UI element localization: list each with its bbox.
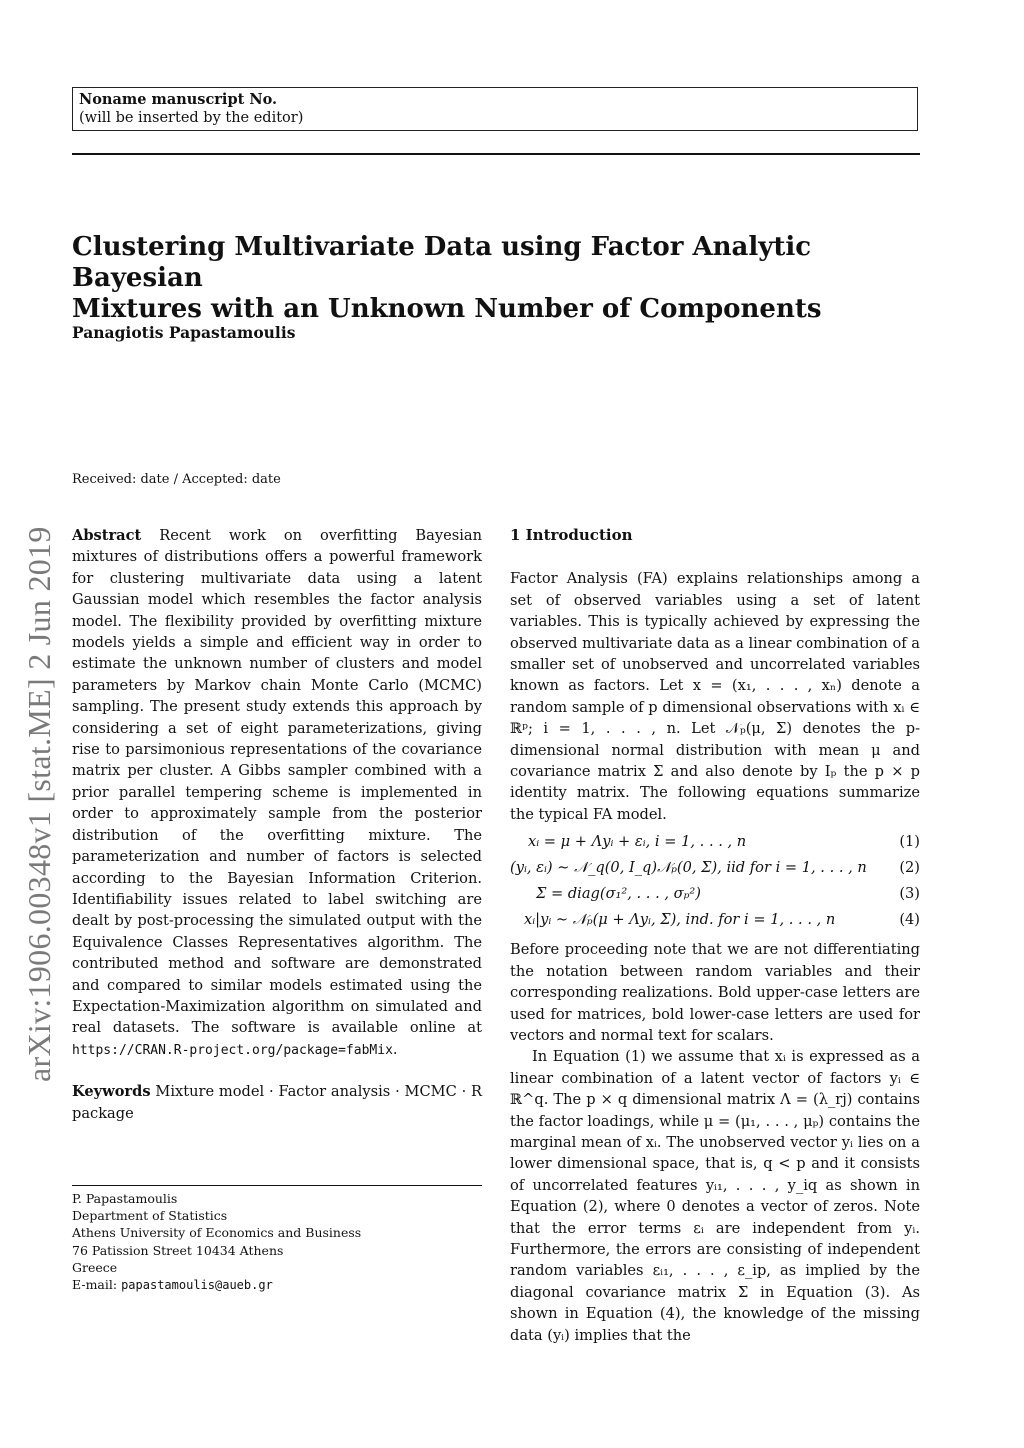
arxiv-stamp: arXiv:1906.00348v1 [stat.ME] 2 Jun 2019 <box>21 526 57 1082</box>
manuscript-number: Noname manuscript No. <box>79 91 278 108</box>
affil-email-row <box>72 1276 361 1294</box>
software-url[interactable]: https://CRAN.R-project.org/package=fabMix <box>72 1042 393 1058</box>
equation-1 <box>510 829 920 855</box>
abstract-label: Abstract <box>72 527 142 544</box>
equation-3-math: Σ = diag(σ₁², . . . , σₚ²) <box>536 885 701 903</box>
editor-note-box <box>72 87 918 131</box>
intro-paragraph-2: Before proceeding note that we are not differentiating the notation between random variables and their corresponding realizations. Bold upper-case letters are used for matrices, bold lower-case letters are used for vectors and normal text for scalars. <box>510 941 920 1044</box>
equation-2-math: (yᵢ, εᵢ) ∼ 𝒩_q(0, I_q)𝒩ₚ(0, Σ), iid for i = 1, . . . , n <box>510 859 867 877</box>
left-column <box>72 525 482 1124</box>
author-affiliation <box>72 1190 361 1294</box>
equation-4-math: xᵢ|yᵢ ∼ 𝒩ₚ(μ + Λyᵢ, Σ), ind. for i = 1, . . . , n <box>524 911 836 929</box>
equation-3 <box>510 881 920 907</box>
abstract-end: . <box>392 1040 398 1058</box>
paper-title <box>72 232 932 325</box>
abstract <box>72 525 482 1061</box>
author-name: Panagiotis Papastamoulis <box>72 323 296 342</box>
keywords-text: Mixture model · Factor analysis · MCMC · R package <box>72 1083 483 1122</box>
intro-paragraph-3: In Equation (1) we assume that xᵢ is expressed as a linear combination of a latent vector of factors yᵢ ∈ ℝ^q. The p × q dimensional matrix Λ = (λ_rj) contains the factor loadings, while μ = (μ₁, . . . , μₚ) contains the marginal mean of xᵢ. The unobserved vector yᵢ lies on a lower dimensional space, that is, q < p and it consists of uncorrelated features yᵢ₁, . . . , y_iq as shown in Equation (2), where 0 denotes a vector of zeros. Note that the error terms εᵢ are independent from yᵢ. Furthermore, the errors are consisting of independent random variables εᵢ₁, . . . , ε_ip, as implied by the diagonal covariance matrix Σ in Equation (3). As shown in Equation (4), the knowledge of the missing data (yᵢ) implies that the <box>510 1048 920 1344</box>
affil-dept: Department of Statistics <box>72 1208 228 1224</box>
title-line-2: Mixtures with an Unknown Number of Components <box>72 294 822 324</box>
header-rule <box>72 153 920 155</box>
received-date: Received: date / Accepted: date <box>72 472 281 487</box>
equation-3-number: (3) <box>899 885 920 903</box>
affil-street: 76 Patission Street 10434 Athens <box>72 1242 284 1258</box>
equation-4-number: (4) <box>899 911 920 929</box>
equation-2 <box>510 855 920 881</box>
equation-block <box>510 829 920 933</box>
keywords <box>72 1081 482 1124</box>
footnote-rule <box>72 1185 482 1186</box>
equation-1-number: (1) <box>899 833 920 851</box>
email-link[interactable]: papastamoulis@aueb.gr <box>121 1278 273 1293</box>
section-heading-introduction: 1 Introduction <box>510 526 633 544</box>
right-column <box>510 525 920 1346</box>
editor-note: (will be inserted by the editor) <box>79 110 304 126</box>
affil-name: P. Papastamoulis <box>72 1191 178 1206</box>
keywords-label: Keywords <box>72 1083 151 1101</box>
intro-paragraph-1: Factor Analysis (FA) explains relationships among a set of observed variables using a set of latent variables. This is typically achieved by expressing the observed multivariate data as a linear combination of a smaller set of unobserved and uncorrelated variables known as factors. Let x = (x₁, . . . , xₙ) denote a random sample of p dimensional observations with xᵢ ∈ ℝᵖ; i = 1, . . . , n. Let 𝒩ₚ(μ, Σ) denotes the p-dimensional normal distribution with mean μ and covariance matrix Σ and also denote by Iₚ the p × p identity matrix. The following equations summarize the typical FA model. <box>510 570 920 823</box>
equation-2-number: (2) <box>899 859 920 877</box>
equation-4 <box>510 907 920 933</box>
email-label: E-mail: <box>72 1277 118 1293</box>
abstract-text: Recent work on overfitting Bayesian mixtures of distributions offers a powerful framework for clustering multivariate data using a latent Gaussian model which resembles the factor analysis model. The flexibility provided by overfitting mixture models yields a simple and efficient way in order to estimate the unknown number of clusters and model parameters by Markov chain Monte Carlo (MCMC) sampling. The present study extends this approach by considering a set of eight parameterizations, giving rise to parsimonious representations of the covariance matrix per cluster. A Gibbs sampler combined with a prior parallel tempering scheme is implemented in order to approximately sample from the posterior distribution of the overfitting mixture. The parameterization and number of factors is selected according to the Bayesian Information Criterion. Identifiability issues related to label switching are dealt by post-processing the simulated output with the Equivalence Classes Representatives algorithm. The contributed method and software are demonstrated and compared to similar models estimated using the Expectation-Maximization algorithm on simulated and real datasets. The software is available online at <box>72 527 482 1037</box>
affil-country: Greece <box>72 1259 118 1275</box>
affil-univ: Athens University of Economics and Business <box>72 1225 362 1241</box>
equation-1-math: xᵢ = μ + Λyᵢ + εᵢ, i = 1, . . . , n <box>528 833 747 851</box>
title-line-1: Clustering Multivariate Data using Factor Analytic Bayesian <box>72 232 812 293</box>
